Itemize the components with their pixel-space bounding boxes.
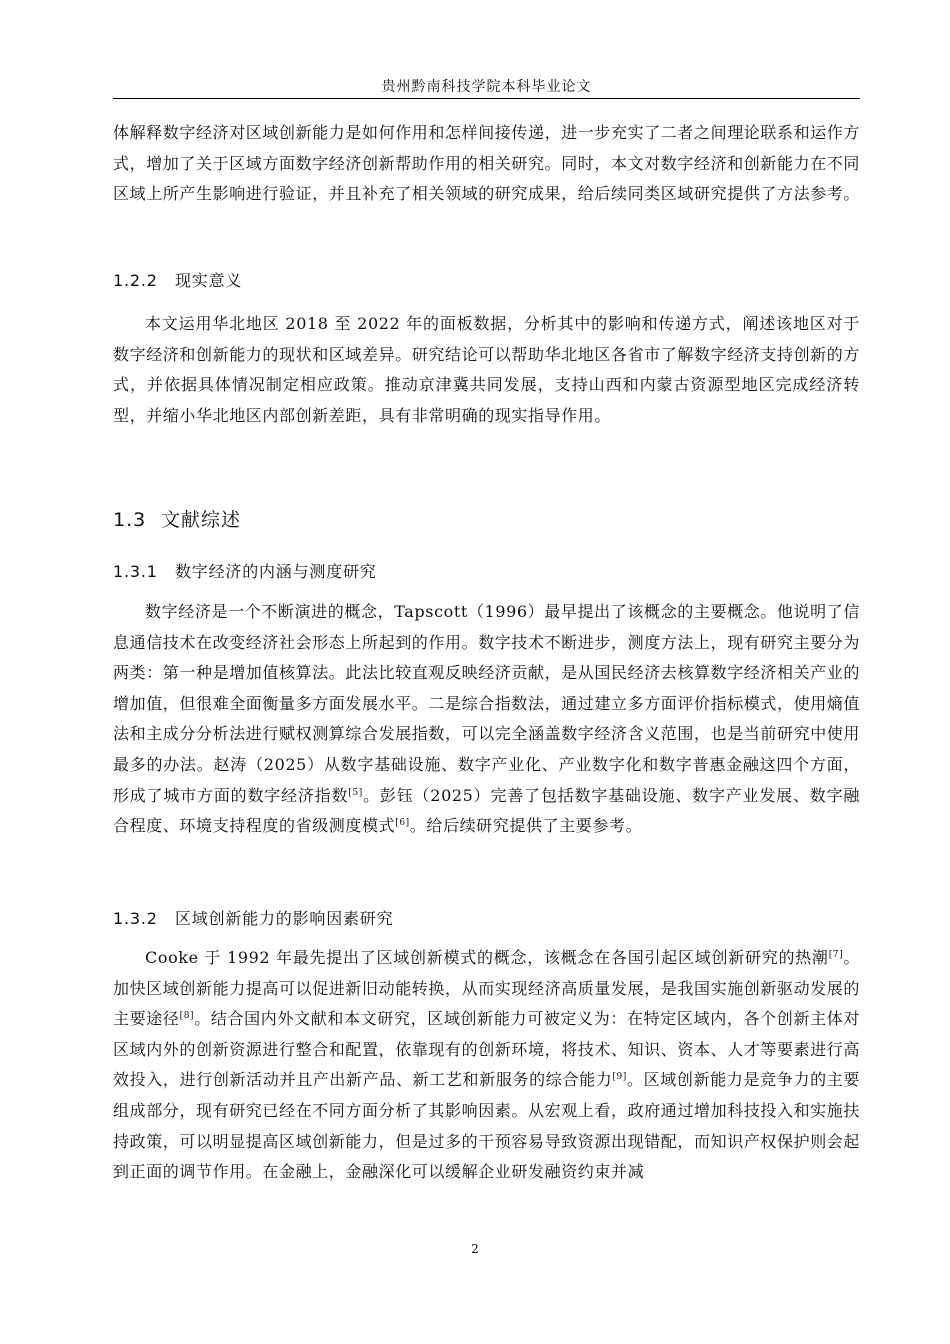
section-heading-1-2-2 — [113, 268, 242, 291]
section-number: 1.3 — [113, 509, 147, 531]
section-number: 1.2.2 — [113, 271, 158, 290]
intro-paragraph-block — [113, 118, 860, 210]
section-number: 1.3.2 — [113, 909, 158, 928]
paragraph-block-1-3-2 — [113, 943, 860, 1188]
section-heading-1-3 — [113, 505, 241, 532]
paragraph-1-3-2 — [113, 943, 860, 1188]
section-number: 1.3.1 — [113, 562, 158, 581]
paragraph-1-2-2: 本文运用华北地区 2018 至 2022 年的面板数据，分析其中的影响和传递方式，阐述该地区对于数字经济和创新能力的现状和区域差异。研究结论可以帮助华北地区各省市了解数字经济支持创新的方式，并依据具体情况制定相应政策。推动京津冀共同发展，支持山西和内蒙古资源型地区完成经济转型，并缩小华北地区内部创新差距，具有非常明确的现实指导作用。 — [113, 314, 861, 425]
text-run: 。给后续研究提供了主要参考。 — [409, 816, 643, 836]
section-heading-1-3-1 — [113, 559, 377, 582]
citation: [8] — [179, 1011, 195, 1022]
section-heading-1-3-2 — [113, 906, 393, 929]
text-run: Cooke 于 1992 年最先提出了区域创新模式的概念，该概念在各国引起区域创新研究的热潮 — [145, 948, 829, 967]
section-title: 现实意义 — [175, 271, 243, 290]
paragraph-block-1-3-1 — [113, 597, 860, 842]
text-run: 。结合国内外文献和本文研究，区域创新能力可被定义为：在特定区域内，各个创新主体对区域内外的创新资源进行整合和配置，依靠现有的创新环境，将技术、知识、资本、人才等要素进行高效投入，进行创新活动并且产出新产品、新工艺和新服务的综合能力 — [113, 1009, 861, 1090]
text-run: 。加快区域创新能力提高可以促进新旧动能转换，从而实现经济高质量发展，是我国实施创新驱动发展的主要途径 — [113, 948, 861, 1029]
running-header: 贵州黔南科技学院本科毕业论文 — [381, 79, 592, 95]
section-title: 区域创新能力的影响因素研究 — [175, 909, 394, 928]
citation: [7] — [828, 950, 844, 960]
citation: [9] — [612, 1072, 627, 1083]
section-title: 数字经济的内涵与测度研究 — [175, 562, 377, 581]
header-rule — [113, 98, 860, 99]
paragraph-block-1-2-2 — [113, 309, 860, 431]
text-run: 。彭钰（2025）完善了包括数字基础设施、数字产业发展、数字融合程度、环境支持程度的省级测度模式 — [113, 785, 860, 836]
text-run: 。区域创新能力是竞争力的主要组成部分，现有研究已经在不同方面分析了其影响因素。从宏观上看，政府通过增加科技投入和实施扶持政策，可以明显提高区域创新能力，但是过多的干预容易导致资源出现错配，而知识产权保护则会起到正面的调节作用。在金融上，金融深化可以缓解企业研发融资约束并减 — [113, 1070, 861, 1182]
paragraph-1-3-1 — [113, 597, 860, 842]
text-run: 数字经济是一个不断演进的概念，Tapscott（1996）最早提出了该概念的主要概念。他说明了信息通信技术在改变经济社会形态上所起到的作用。数字技术不断进步，测度方法上，现有研究主要分为两类：第一种是增加值核算法。此法比较直观反映经济贡献，是从国民经济去核算数字经济相关产业的增加值，但很难全面衡量多方面发展水平。二是综合指数法，通过建立多方面评价指标模式，使用熵值法和主成分分析法进行赋权测算综合发展指数，可以完全涵盖数字经济含义范围，也是当前研究中使用最多的办法。赵涛（2025）从数字基础设施、数字产业化、产业数字化和数字普惠金融这四个方面，形成了城市方面的数字经济指数 — [113, 602, 861, 805]
section-title: 文献综述 — [161, 509, 242, 531]
page-number: 2 — [471, 1242, 479, 1256]
citation: [5] — [348, 787, 363, 798]
citation: [6] — [395, 818, 410, 829]
intro-paragraph: 体解释数字经济对区域创新能力是如何作用和怎样间接传递，进一步充实了二者之间理论联系和运作方式，增加了关于区域方面数字经济创新帮助作用的相关研究。同时，本文对数字经济和创新能力在不同区域上所产生影响进行验证，并且补充了相关领域的研究成果，给后续同类区域研究提供了方法参考。 — [113, 123, 861, 204]
